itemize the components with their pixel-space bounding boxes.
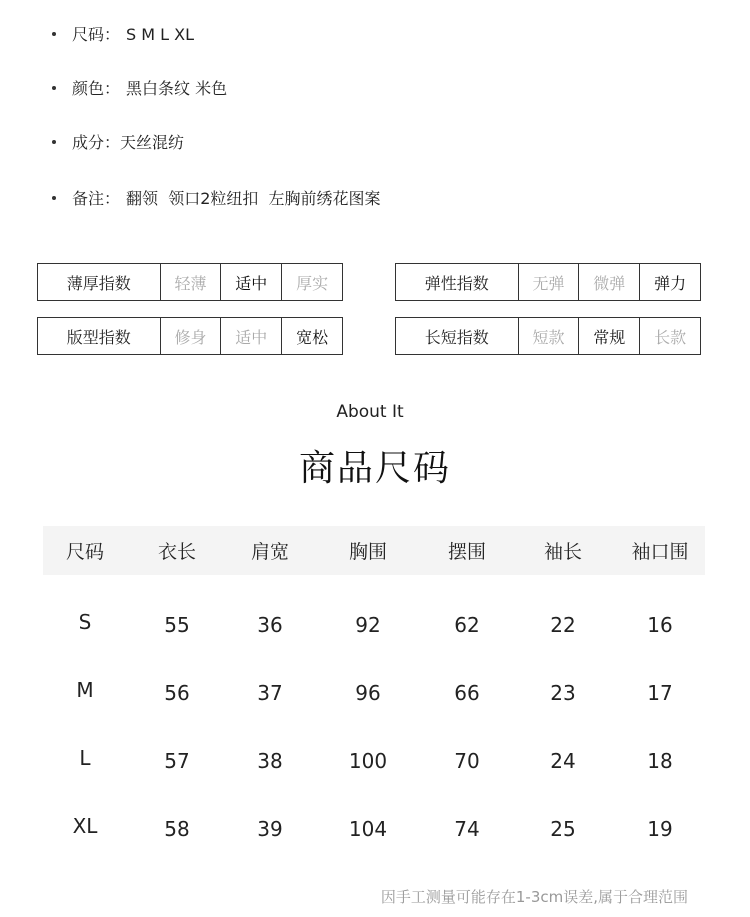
measurement-note: 因手工测量可能存在1-3cm误差,属于合理范围 xyxy=(380,888,688,906)
cell-size: S xyxy=(78,610,92,634)
spec-item-notes xyxy=(52,186,381,209)
index-option: 长款 xyxy=(639,318,700,354)
table-cell: 70 xyxy=(454,749,480,773)
header-hem: 摆围 xyxy=(447,541,486,563)
index-option-selected: 弹力 xyxy=(639,264,700,300)
table-cell: 24 xyxy=(550,749,576,773)
index-option-selected: 宽松 xyxy=(281,318,342,354)
table-cell: 25 xyxy=(550,817,576,841)
table-cell: 66 xyxy=(454,681,480,705)
table-cell: 104 xyxy=(348,817,388,841)
spec-value: 黑白条纹 米色 xyxy=(126,79,228,98)
spec-label: 颜色： xyxy=(72,79,121,98)
table-cell: 19 xyxy=(647,817,673,841)
index-title: 版型指数 xyxy=(66,327,131,347)
table-cell: 100 xyxy=(348,749,388,773)
index-option: 微弹 xyxy=(578,264,639,300)
index-option: 轻薄 xyxy=(160,264,221,300)
fit-index xyxy=(37,317,343,355)
table-cell: 17 xyxy=(647,681,673,705)
table-cell: 96 xyxy=(355,681,381,705)
bullet-icon xyxy=(52,196,56,200)
table-cell: 39 xyxy=(257,817,283,841)
length-index xyxy=(395,317,701,355)
index-title: 长短指数 xyxy=(424,327,489,347)
spec-label: 成分： xyxy=(72,133,121,152)
cell-size: M xyxy=(76,678,94,702)
spec-value: 天丝混纺 xyxy=(120,133,185,152)
table-cell: 36 xyxy=(257,613,283,637)
spec-label: 备注： xyxy=(72,189,121,208)
index-option: 厚实 xyxy=(281,264,342,300)
header-chest: 胸围 xyxy=(348,541,387,563)
header-length: 衣长 xyxy=(157,541,196,563)
bullet-icon xyxy=(52,86,56,90)
table-cell: 56 xyxy=(164,681,190,705)
table-cell: 16 xyxy=(647,613,673,637)
table-cell: 37 xyxy=(257,681,283,705)
table-cell: 74 xyxy=(454,817,480,841)
index-title: 薄厚指数 xyxy=(66,273,131,293)
spec-item-color xyxy=(52,76,227,99)
table-row xyxy=(43,591,705,659)
size-table-header xyxy=(43,526,705,575)
index-option: 适中 xyxy=(220,318,281,354)
table-cell: 55 xyxy=(164,613,190,637)
table-cell: 57 xyxy=(164,749,190,773)
section-title: 商品尺码 xyxy=(298,448,451,489)
size-table xyxy=(43,526,705,863)
size-table-body xyxy=(43,575,705,863)
table-row xyxy=(43,659,705,727)
header-shoulder: 肩宽 xyxy=(250,541,289,563)
table-row xyxy=(43,727,705,795)
cell-size: XL xyxy=(72,814,98,838)
spec-item-material xyxy=(52,130,184,153)
table-row xyxy=(43,795,705,863)
index-option-selected: 适中 xyxy=(220,264,281,300)
table-cell: 38 xyxy=(257,749,283,773)
table-cell: 92 xyxy=(355,613,381,637)
table-cell: 23 xyxy=(550,681,576,705)
cell-size: L xyxy=(79,746,91,770)
spec-label: 尺码： xyxy=(72,25,121,44)
thickness-index xyxy=(37,263,343,301)
table-cell: 22 xyxy=(550,613,576,637)
header-sleeve: 袖长 xyxy=(543,541,582,563)
header-cuff: 袖口围 xyxy=(631,541,689,563)
index-title: 弹性指数 xyxy=(424,273,489,293)
index-option-selected: 常规 xyxy=(578,318,639,354)
elasticity-index xyxy=(395,263,701,301)
index-option: 短款 xyxy=(518,318,579,354)
spec-item-size xyxy=(52,22,194,45)
table-cell: 58 xyxy=(164,817,190,841)
table-cell: 62 xyxy=(454,613,480,637)
bullet-icon xyxy=(52,140,56,144)
spec-value: 翻领 领口2粒纽扣 左胸前绣花图案 xyxy=(126,189,381,208)
index-option: 无弹 xyxy=(518,264,579,300)
section-subtitle: About It xyxy=(336,402,404,422)
table-cell: 18 xyxy=(647,749,673,773)
bullet-icon xyxy=(52,32,56,36)
spec-value: S M L XL xyxy=(126,25,195,44)
header-size: 尺码 xyxy=(65,541,104,563)
index-option: 修身 xyxy=(160,318,221,354)
